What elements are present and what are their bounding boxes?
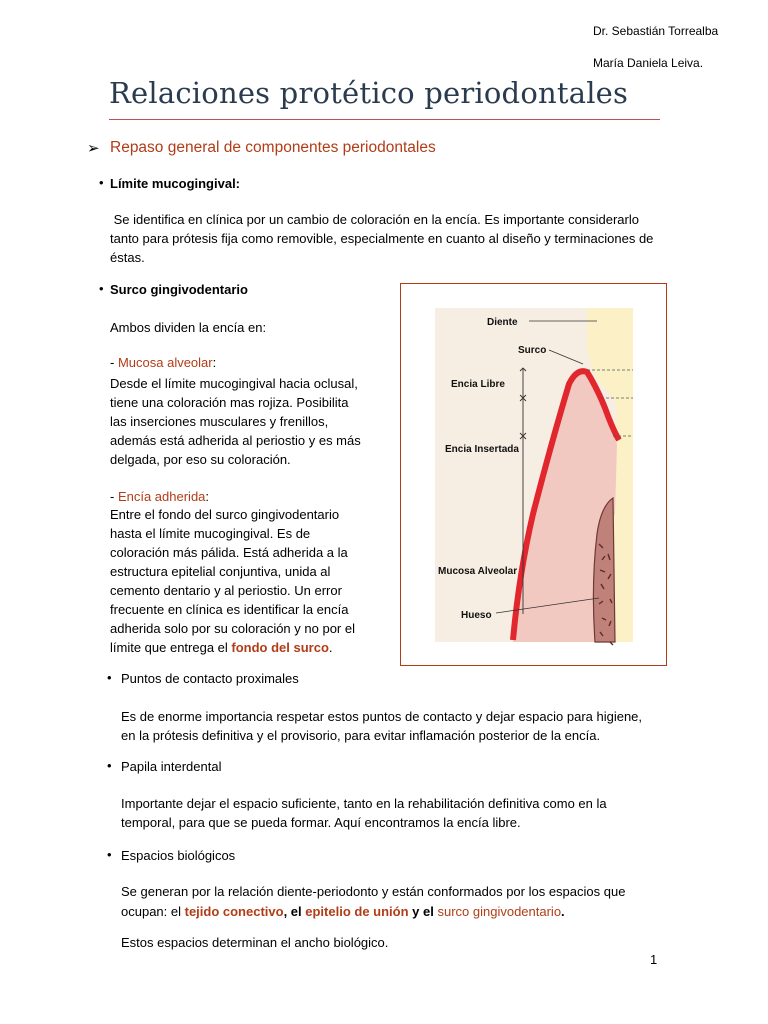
tejido-conectivo-emph: tejido conectivo [184, 904, 284, 919]
arrow-bullet-icon: ➢ [87, 140, 100, 157]
encia-title: Encía adherida [117, 489, 206, 504]
espacios-label: Espacios biológicos [121, 848, 236, 863]
mucosa-heading: - Mucosa alveolar: [110, 355, 217, 370]
encia-heading: - Encía adherida: [110, 489, 210, 504]
encia-line-7: adherida solo por su coloración y no por el [110, 621, 355, 636]
limite-label: Límite mucogingival: [110, 176, 241, 191]
label-diente: Diente [487, 317, 518, 328]
section-heading: Repaso general de componentes periodontales [110, 139, 436, 156]
periodontal-diagram [401, 284, 666, 665]
mucosa-line-5: delgada, por eso su coloración. [110, 452, 291, 467]
page-title: Relaciones protético periodontales [109, 76, 629, 110]
label-surco: Surco [518, 345, 547, 356]
papila-label: Papila interdental [121, 759, 222, 774]
limite-line-2: tanto para prótesis fija como removible, especialmente en cuanto al diseño y terminaciones de [110, 231, 654, 246]
surco-label: Surco gingivodentario [110, 282, 248, 297]
epitelio-union-emph: epitelio de unión [305, 904, 409, 919]
limite-line-3: éstas. [110, 250, 145, 265]
encia-line-5: cemento dentario y al periostio. Un error [110, 583, 342, 598]
surco-gingivodentario-emph: surco gingivodentario [437, 904, 562, 919]
mucosa-line-3: las inserciones musculares y frenillos, [110, 414, 329, 429]
bullet-icon: • [99, 175, 104, 190]
fondo-surco-emph: fondo del surco [231, 640, 329, 655]
papila-line-1: Importante dejar el espacio suficiente, tanto en la rehabilitación definitiva como en la [121, 796, 607, 811]
encia-line-4: estructura epitelial conjuntiva, unida al [110, 564, 331, 579]
surco-intro: Ambos dividen la encía en: [110, 320, 267, 335]
encia-line-6: frecuente en clínica es identificar la encía [110, 602, 349, 617]
bullet-icon: • [107, 758, 112, 773]
bullet-icon: • [107, 670, 112, 685]
puntos-line-2: en la prótesis definitiva y el provisorio, para evitar inflamación posterior de la encía. [121, 728, 601, 743]
label-encia-libre: Encia Libre [451, 379, 505, 390]
mucosa-line-4: además está adherida al periostio y es más [110, 433, 361, 448]
encia-line-2: hasta el límite mucogingival. Es de [110, 526, 311, 541]
author-2: María Daniela Leiva. [593, 56, 704, 70]
encia-line-8: límite que entrega el fondo del surco. [110, 640, 333, 655]
mucosa-line-1: Desde el límite mucogingival hacia oclusal, [110, 376, 358, 391]
espacios-line-3: Estos espacios determinan el ancho biológico. [121, 935, 389, 950]
espacios-line-1: Se generan por la relación diente-periodonto y están conformados por los espacios que [121, 884, 626, 899]
bullet-icon: • [99, 281, 104, 296]
puntos-line-1: Es de enorme importancia respetar estos puntos de contacto y dejar espacio para higiene, [121, 709, 643, 724]
label-mucosa-alveolar: Mucosa Alveolar [438, 566, 518, 577]
page-number: 1 [650, 952, 658, 967]
mucosa-title: Mucosa alveolar [117, 355, 213, 370]
label-encia-insertada: Encia Insertada [445, 444, 519, 455]
author-1: Dr. Sebastián Torrealba [593, 24, 719, 38]
bullet-icon: • [107, 847, 112, 862]
puntos-label: Puntos de contacto proximales [121, 671, 299, 686]
label-hueso: Hueso [461, 610, 492, 621]
encia-line-3: coloración más pálida. Está adherida a la [110, 545, 348, 560]
title-rule [109, 119, 660, 120]
mucosa-line-2: tiene una coloración mas rojiza. Posibilita [110, 395, 349, 410]
espacios-line-2: ocupan: el tejido conectivo, el epitelio de unión y el surco gingivodentario. [121, 904, 565, 919]
figure-frame [400, 283, 667, 666]
papila-line-2: temporal, para que se pueda formar. Aquí encontramos la encía libre. [121, 815, 521, 830]
limite-line-1: Se identifica en clínica por un cambio de coloración en la encía. Es importante considerarlo [110, 212, 639, 227]
encia-line-1: Entre el fondo del surco gingivodentario [110, 507, 340, 522]
